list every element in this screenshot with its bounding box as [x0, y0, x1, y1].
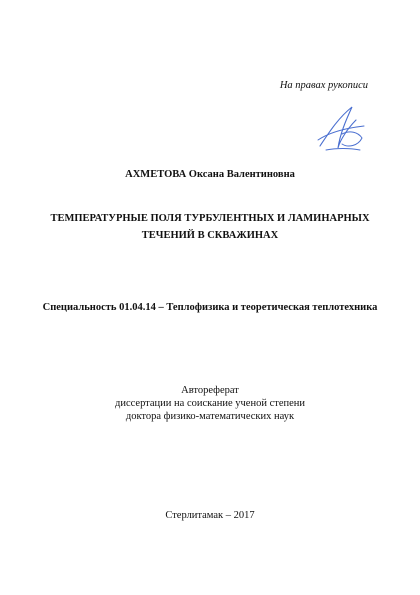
title-line: ТЕЧЕНИЙ В СКВАЖИНАХ [141, 230, 279, 241]
handwritten-signature [312, 104, 370, 152]
title-line: ТЕМПЕРАТУРНЫЕ ПОЛЯ ТУРБУЛЕНТНЫХ И ЛАМИНАРНЫХ [50, 213, 370, 224]
doc-type-line: Автореферат [181, 385, 239, 396]
dissertation-title [0, 210, 420, 244]
rights-note: На правах рукописи [279, 80, 368, 91]
specialty-line: Специальность 01.04.14 – Теплофизика и теоретическая теплотехника [42, 302, 378, 313]
document-type [0, 384, 420, 423]
doc-type-line: диссертации на соискание ученой степени [115, 398, 305, 409]
doc-type-line: доктора физико-математических наук [125, 411, 295, 422]
author-name: АХМЕТОВА Оксана Валентиновна [125, 169, 295, 180]
city-year: Стерлитамак – 2017 [165, 510, 255, 521]
